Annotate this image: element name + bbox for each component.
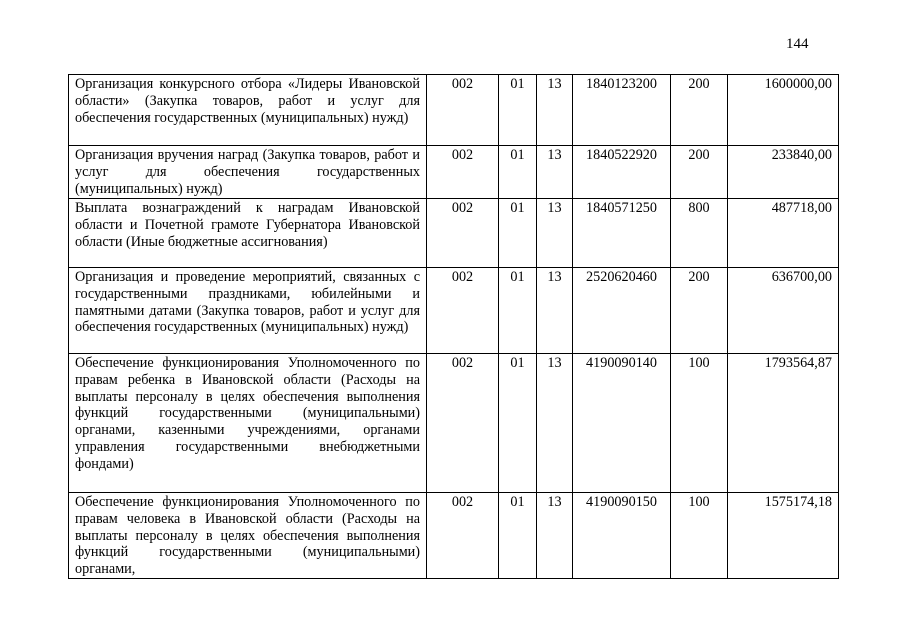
- row-expense-type: 100: [671, 353, 728, 492]
- row-subsection: 13: [537, 267, 573, 353]
- row-expense-type: 200: [671, 146, 728, 199]
- table-row: [69, 146, 839, 199]
- row-expense-type: 200: [671, 75, 728, 146]
- row-amount: 1600000,00: [728, 75, 839, 146]
- row-grbs-code: 002: [427, 75, 499, 146]
- row-description: Выплата вознаграждений к наградам Ивановской области и Почетной грамоте Губернатора Ивановской области (Иные бюджетные ассигнования): [69, 198, 427, 267]
- row-description: Организация вручения наград (Закупка товаров, работ и услуг для обеспечения государственных (муниципальных) нужд): [69, 146, 427, 199]
- row-section: 01: [499, 146, 537, 199]
- budget-table: [68, 74, 839, 579]
- row-description: Организация и проведение мероприятий, связанных с государственными праздниками, юбилейными и памятными датами (Закупка товаров, работ и услуг для обеспечения государственных (муниципальных) нужд): [69, 267, 427, 353]
- row-subsection: 13: [537, 492, 573, 579]
- row-subsection: 13: [537, 353, 573, 492]
- page-number: 144: [786, 36, 809, 52]
- row-description: Обеспечение функционирования Уполномоченного по правам человека в Ивановской области (Расходы на выплаты персоналу в целях обеспечения выполнения функций государственными (муниципальными) органами,: [69, 492, 427, 579]
- row-section: 01: [499, 492, 537, 579]
- row-amount: 487718,00: [728, 198, 839, 267]
- row-section: 01: [499, 267, 537, 353]
- row-target-article: 4190090150: [573, 492, 671, 579]
- row-section: 01: [499, 353, 537, 492]
- table-row: [69, 198, 839, 267]
- row-amount: 636700,00: [728, 267, 839, 353]
- row-expense-type: 100: [671, 492, 728, 579]
- row-subsection: 13: [537, 198, 573, 267]
- row-target-article: 4190090140: [573, 353, 671, 492]
- table-row: [69, 75, 839, 146]
- row-subsection: 13: [537, 75, 573, 146]
- row-target-article: 1840123200: [573, 75, 671, 146]
- row-description: Организация конкурсного отбора «Лидеры Ивановской области» (Закупка товаров, работ и услуг для обеспечения государственных (муниципальных) нужд): [69, 75, 427, 146]
- row-target-article: 2520620460: [573, 267, 671, 353]
- row-grbs-code: 002: [427, 267, 499, 353]
- row-expense-type: 800: [671, 198, 728, 267]
- row-section: 01: [499, 198, 537, 267]
- row-target-article: 1840522920: [573, 146, 671, 199]
- row-grbs-code: 002: [427, 492, 499, 579]
- row-amount: 1793564,87: [728, 353, 839, 492]
- row-grbs-code: 002: [427, 353, 499, 492]
- row-section: 01: [499, 75, 537, 146]
- row-grbs-code: 002: [427, 146, 499, 199]
- row-description: Обеспечение функционирования Уполномоченного по правам ребенка в Ивановской области (Расходы на выплаты персоналу в целях обеспечения выполнения функций государственными (муниципальными) органами, казенными учреждениями, органами управления государственными внебюджетными фондами): [69, 353, 427, 492]
- row-target-article: 1840571250: [573, 198, 671, 267]
- row-amount: 1575174,18: [728, 492, 839, 579]
- table-row: [69, 353, 839, 492]
- row-expense-type: 200: [671, 267, 728, 353]
- row-amount: 233840,00: [728, 146, 839, 199]
- row-grbs-code: 002: [427, 198, 499, 267]
- table-row: [69, 492, 839, 579]
- row-subsection: 13: [537, 146, 573, 199]
- table-row: [69, 267, 839, 353]
